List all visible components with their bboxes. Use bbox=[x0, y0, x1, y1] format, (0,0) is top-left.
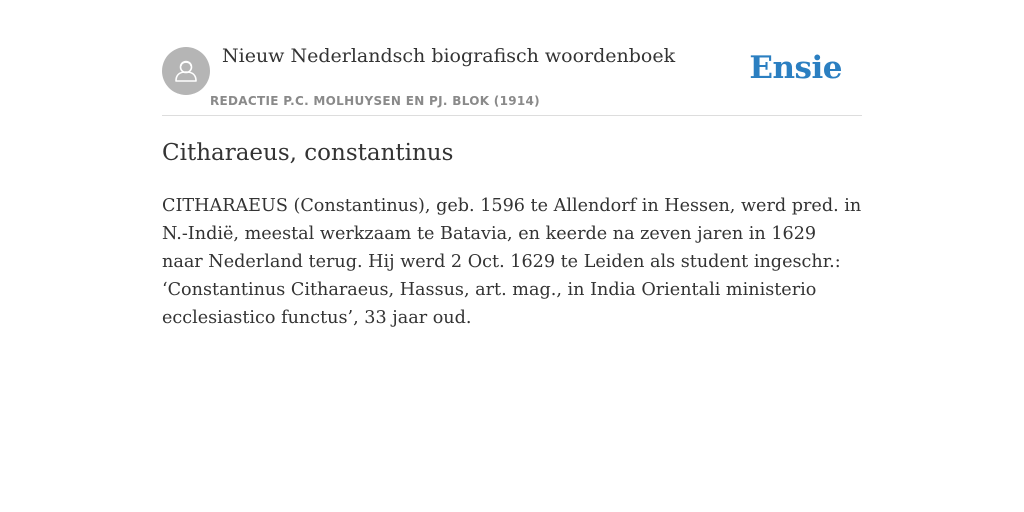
entry-body: CITHARAEUS (Constantinus), geb. 1596 te Allendorf in Hessen, werd pred. in N.-Indië, meestal werkzaam te Batavia, en keerde na zeven jaren in 1629 naar Nederland terug. Hij werd 2 Oct. 1629 te Leiden als student ingeschr.: ‘Constantinus Citharaeus, Hassus, art. mag., in India Orientali ministerio ecclesiastico functus’, 33 jaar oud. bbox=[162, 196, 862, 328]
source-avatar[interactable] bbox=[162, 47, 210, 95]
source-editors: REDACTIE P.C. MOLHUYSEN EN PJ. BLOK (1914) bbox=[210, 94, 540, 108]
source-header bbox=[162, 0, 862, 116]
ensie-logo[interactable]: Ensie bbox=[749, 50, 842, 86]
entry-title: Citharaeus, constantinus bbox=[162, 140, 454, 166]
user-icon bbox=[162, 47, 210, 95]
source-title[interactable]: Nieuw Nederlandsch biografisch woordenboek bbox=[222, 45, 676, 67]
content-container bbox=[162, 0, 862, 328]
